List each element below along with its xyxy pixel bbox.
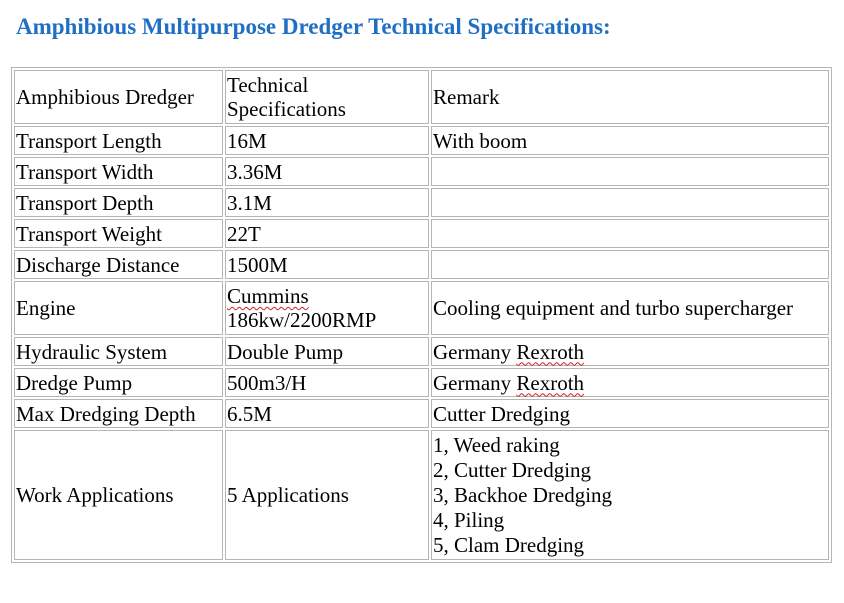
cell-parameter: Hydraulic System [14,337,223,366]
cell-spec: 500m3/H [225,368,429,397]
header-cell-remark: Remark [431,70,829,124]
list-item: 5, Clam Dredging [433,532,585,557]
cell-remark [431,337,829,366]
cell-remark [431,188,829,217]
table-row [14,368,829,397]
cell-spec: 6.5M [225,399,429,428]
table-row [14,157,829,186]
table-row [14,399,829,428]
cell-parameter: Dredge Pump [14,368,223,397]
cell-parameter: Engine [14,281,223,335]
header-cell-spec [225,70,429,124]
remark-brand: Rexroth [516,370,585,395]
cell-spec: 22T [225,219,429,248]
table-header-row [14,70,829,124]
page-title: Amphibious Multipurpose Dredger Technical Specifications: [16,14,611,39]
cell-spec: 5 Applications [225,430,429,560]
table-row [14,126,829,155]
remark-brand: Rexroth [516,339,585,364]
table-row [14,337,829,366]
cell-spec: 3.36M [225,157,429,186]
remark-text: Germany [433,370,517,395]
cell-remark [431,368,829,397]
cell-parameter: Transport Width [14,157,223,186]
table-row [14,281,829,335]
table-row [14,188,829,217]
cell-remark: Cooling equipment and turbo supercharger [431,281,829,335]
cell-parameter: Transport Weight [14,219,223,248]
cell-parameter: Work Applications [14,430,223,560]
table-row [14,219,829,248]
list-item: 2, Cutter Dredging [433,457,592,482]
cell-spec: 3.1M [225,188,429,217]
spec-line-2: 186kw/2200RMP [227,308,377,332]
cell-parameter: Transport Length [14,126,223,155]
cell-spec: 16M [225,126,429,155]
header-spec-line-1: Technical [227,73,309,97]
cell-remark [431,430,829,560]
spec-line-1: Cummins [227,284,309,308]
header-cell-parameter: Amphibious Dredger [14,70,223,124]
table-row [14,430,829,560]
cell-spec: Double Pump [225,337,429,366]
cell-parameter: Discharge Distance [14,250,223,279]
cell-remark: Cutter Dredging [431,399,829,428]
cell-parameter: Max Dredging Depth [14,399,223,428]
cell-spec [225,281,429,335]
spec-table [11,67,832,563]
header-spec-line-2: Specifications [227,97,346,121]
cell-spec: 1500M [225,250,429,279]
cell-remark [431,157,829,186]
cell-parameter: Transport Depth [14,188,223,217]
cell-remark [431,219,829,248]
list-item: 1, Weed raking [433,432,560,457]
cell-remark: With boom [431,126,829,155]
table-row [14,250,829,279]
remark-text: Germany [433,339,517,364]
list-item: 3, Backhoe Dredging [433,482,613,507]
cell-remark [431,250,829,279]
list-item: 4, Piling [433,507,505,532]
